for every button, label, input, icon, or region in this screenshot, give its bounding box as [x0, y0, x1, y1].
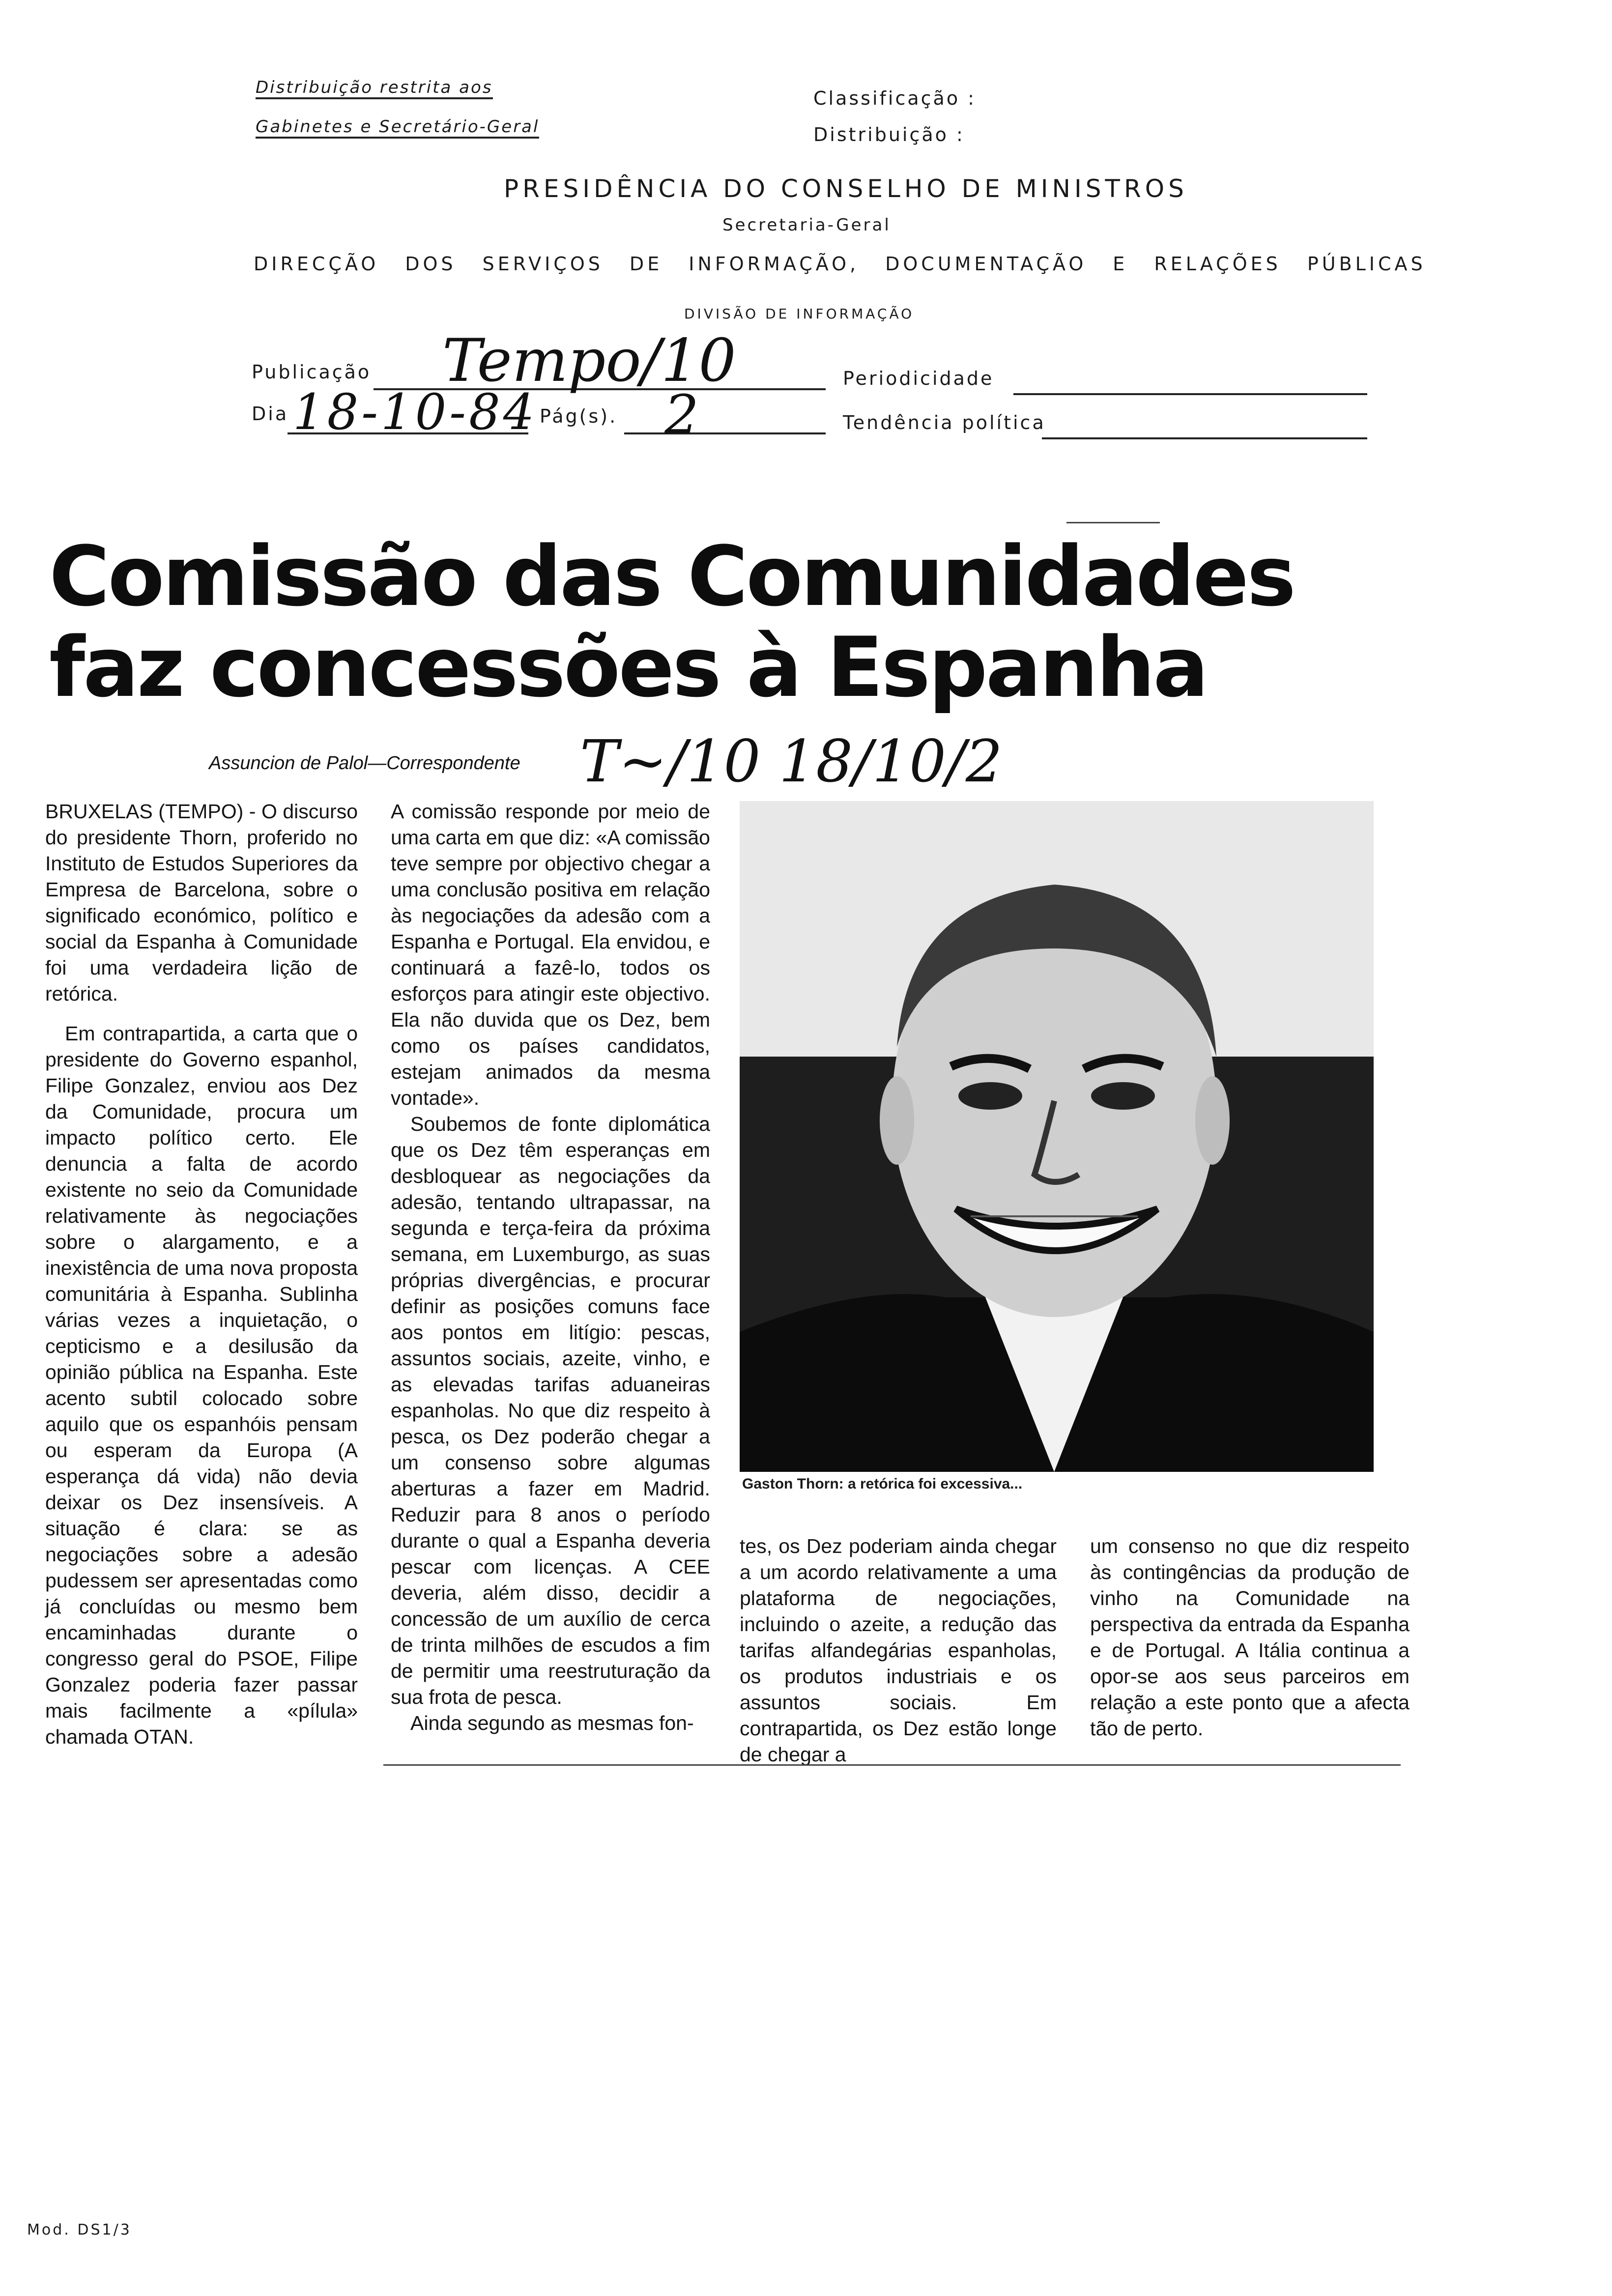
publication-label: Publicação [252, 361, 372, 383]
secretariat-title: Secretaria-Geral [722, 215, 891, 235]
bottom-rule [383, 1764, 1401, 1766]
day-label: Dia [252, 403, 289, 425]
handwritten-annotation: T~/10 18/10/2 [580, 727, 1003, 795]
col2-paragraph-3: Ainda segundo as mesmas fon- [410, 1712, 694, 1734]
day-handwritten: 18-10-84 [293, 383, 538, 441]
restricted-distribution-line2: Gabinetes e Secretário-Geral [256, 117, 539, 139]
publication-handwritten: Tempo/10 [442, 327, 736, 395]
pages-field-line [624, 432, 826, 434]
headline-line2: faz concessões à Espanha [49, 619, 1207, 716]
col3-paragraph-1: tes, os Dez poderiam ainda chegar a um acordo relativamente a uma plataforma de negociações, incluindo o azeite, a redução das tarifas alfandegárias espanholas, os produtos industriais e os assuntos sociais. Em contrapartida, os Dez estão longe de chegar a [740, 1535, 1057, 1766]
article-column-1 [45, 799, 358, 1750]
headline-line1: Comissão das Comunidades [49, 528, 1295, 625]
restricted-distribution-line1: Distribuição restrita aos [256, 78, 493, 99]
division-title: DIVISÃO DE INFORMAÇÃO [684, 306, 915, 322]
pages-handwritten: 2 [664, 383, 699, 446]
byline: Assuncion de Palol—Correspondente [209, 753, 520, 774]
portrait-illustration [740, 801, 1374, 1472]
col1-paragraph-2: Em contrapartida, a carta que o presidente do Governo espanhol, Filipe Gonzalez, enviou aos Dez da Comunidade, procura um impacto político certo. Ele denuncia a falta de acordo existente no seio da Comunidade relativamente às negociações sobre o alargamento, e a inexistência de uma nova proposta comunitária à Espanha. Sublinha várias vezes a inquietação, o cepticismo e a desilusão da opinião pública na Espanha. Este acento subtil colocado sobre aquilo que os espanhóis pensam ou esperam da Europa (A esperança dá vida) não devia deixar os Dez insensíveis. A situação é clara: se as negociações sobre a adesão pudessem ser apresentadas como já concluídas ou mesmo bem encaminhadas durante o congresso geral do PSOE, Filipe Gonzalez poderia fazer passar mais facilmente a «pílula» chamada OTAN. [45, 1022, 358, 1748]
photo-gaston-thorn [740, 801, 1374, 1472]
col4-paragraph-1: um consenso no que diz respeito às contingências da produção de vinho na Comunidade na perspectiva da entrada da Espanha e de Portugal. A Itália continua a opor-se aos seus parceiros em relação a este ponto que a afecta tão de perto. [1090, 1535, 1410, 1740]
col2-paragraph-2: Soubemos de fonte diplomática que os Dez têm esperanças em desbloquear as negociações da adesão, tentando ultrapassar, na segunda e terça-feira da próxima semana, em Luxemburgo, as suas próprias divergências, e procurar definir as posições comuns face aos pontos em litígio: pescas, assuntos sociais, azeite, vinho, e as elevadas tarifas aduaneiras espanholas. No que diz respeito à pesca, os Dez poderão chegar a um consenso sobre algumas aberturas a fazer em Madrid. Reduzir para 8 anos o período durante o qual a Espanha deveria pescar com licenças. A CEE deveria, além disso, decidir a concessão de um auxílio de cerca de trinta milhões de escudos a fim de permitir uma reestruturação da sua frota de pesca. [391, 1113, 710, 1708]
article-column-4 [1090, 1533, 1410, 1742]
distribution-label: Distribuição : [813, 124, 965, 145]
col2-paragraph-1: A comissão responde por meio de uma carta em que diz: «A comissão teve sempre por objectivo chegar a uma conclusão positiva em relação às negociações da adesão com a Espanha e Portugal. Ela envidou, e continuará a fazê-lo, todos os esforços para atingir este objectivo. Ela não duvida que os Dez, bem como os países candidatos, estejam animados da mesma vontade». [391, 800, 710, 1109]
tendency-label: Tendência política [843, 412, 1046, 433]
photo-caption: Gaston Thorn: a retórica foi excessiva... [742, 1476, 1023, 1492]
article-column-3 [740, 1533, 1057, 1768]
top-rule [1066, 522, 1160, 523]
classification-label: Classificação : [813, 87, 976, 109]
form-code: Mod. DS1/3 [27, 2221, 132, 2239]
pages-label: Pág(s). [540, 405, 618, 427]
article-column-2 [391, 799, 710, 1736]
periodicity-label: Periodicidade [843, 368, 994, 389]
tendency-field-line [1042, 437, 1367, 439]
presidency-title: PRESIDÊNCIA DO CONSELHO DE MINISTROS [504, 174, 1188, 203]
directorate-title: DIRECÇÃO DOS SERVIÇOS DE INFORMAÇÃO, DOCUMENTAÇÃO E RELAÇÕES PÚBLICAS [254, 253, 1426, 275]
col1-paragraph-1: BRUXELAS (TEMPO) - O discurso do presidente Thorn, proferido no Instituto de Estudos Superiores da Empresa de Barcelona, sobre o significado económico, político e social da Espanha à Comunidade foi uma verdadeira lição de retórica. [45, 800, 358, 1005]
periodicity-field-line [1013, 393, 1367, 395]
